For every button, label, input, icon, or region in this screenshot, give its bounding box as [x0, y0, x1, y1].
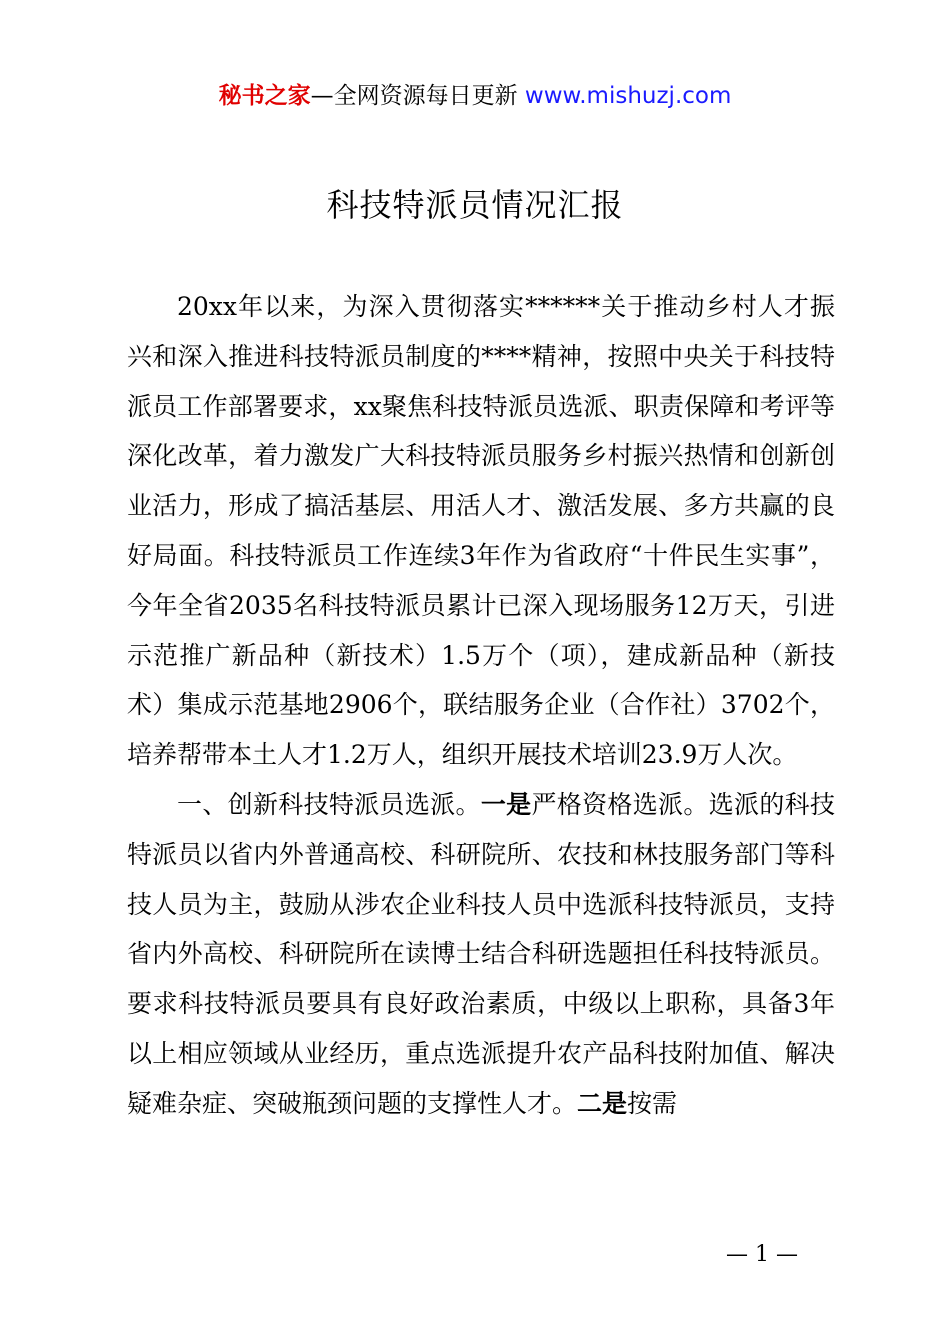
document-body: [127, 282, 835, 1129]
section-1-paragraph: [127, 780, 835, 1129]
site-tagline: —全网资源每日更新: [310, 83, 525, 109]
section-1-heading: 一、创新科技特派员选派。: [177, 789, 481, 819]
section-1-lead-1: 一是: [480, 789, 532, 819]
section-1-text-2: 按需: [627, 1088, 678, 1118]
section-1-lead-2: 二是: [577, 1088, 628, 1118]
site-url-link[interactable]: www.mishuzj.com: [524, 83, 732, 109]
page-number: — 1 —: [726, 1242, 798, 1267]
section-1-text-1: 严格资格选派。选派的科技特派员以省内外普通高校、科研院所、农技和林技服务部门等科技人员为主，鼓励从涉农企业科技人员中选派科技特派员，支持省内外高校、科研院所在读博士结合科研选题担任科技特派员。要求科技特派员要具有良好政治素质，中级以上职称，具备3年以上相应领域从业经历，重点选派提升农产品科技附加值、解决疑难杂症、突破瓶颈问题的支撑性人才。: [127, 789, 835, 1118]
site-header-banner: [0, 80, 950, 112]
document-title: 科技特派员情况汇报: [326, 186, 624, 224]
intro-paragraph: 20xx年以来，为深入贯彻落实******关于推动乡村人才振兴和深入推进科技特派员制度的****精神，按照中央关于科技特派员工作部署要求，xx聚焦科技特派员选派、职责保障和考评等深化改革，着力激发广大科技特派员服务乡村振兴热情和创新创业活力，形成了搞活基层、用活人才、激活发展、多方共赢的良好局面。科技特派员工作连续3年作为省政府“十件民生实事”，今年全省2035名科技特派员累计已深入现场服务12万天，引进示范推广新品种（新技术）1.5万个（项），建成新品种（新技术）集成示范基地2906个，联结服务企业（合作社）3702个，培养帮带本土人才1.2万人，组织开展技术培训23.9万人次。: [127, 292, 835, 770]
site-brand: 秘书之家: [218, 83, 311, 109]
